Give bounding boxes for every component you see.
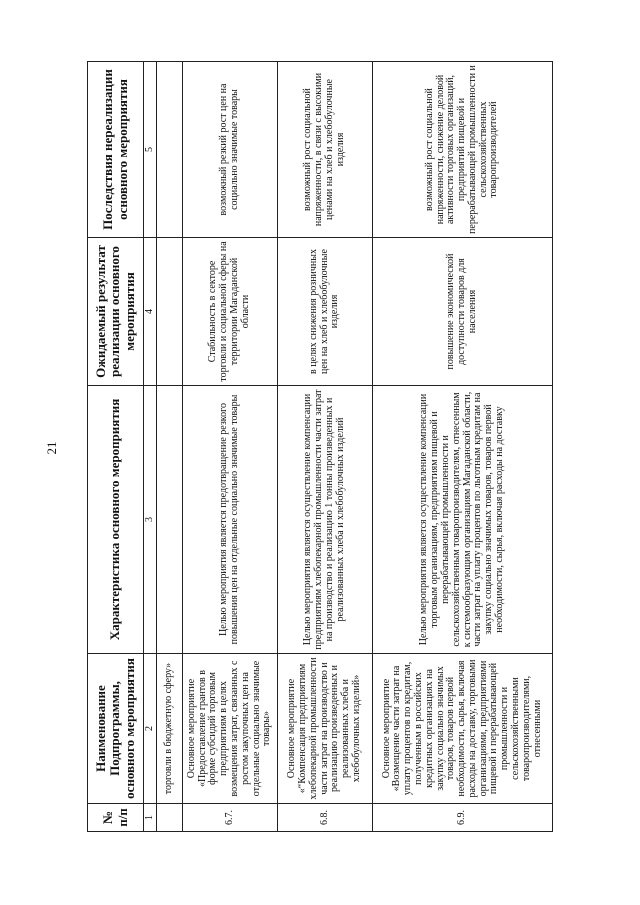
- header-result: Ожидаемый результат реализации основного мероприятия: [88, 238, 144, 386]
- table-row: [278, 62, 373, 832]
- table-row: [157, 62, 183, 832]
- header-characteristic: Характеристика основного мероприятия: [88, 386, 144, 654]
- row-consequence: возможный рост социальной напряженности, снижение деловой активности торговых организаций, предприятий пищевой и перерабатывающей промышленности и сельскохозяйственных товаропроизводителей: [373, 62, 553, 238]
- table-row: [373, 62, 553, 832]
- row-characteristic: Целью мероприятия является осуществление компенсации предприятиям хлебопекарной промышленности части затрат на производство и реализацию 1 тонны произведенных и реализованных хлеба и хлебобулочных изделий: [278, 386, 373, 654]
- row-characteristic: [157, 386, 183, 654]
- row-name: Основное мероприятие «Возмещение части затрат на уплату процентов по кредитам, полученным в российских кредитных организациях на закупку социально значимых товаров, товаров первой необходимости, сырья, включая расходы на доставку, торговыми организациями, предприятиями пищевой и перерабатывающей промышленности и сельскохозяйственными товаропроизводителями, отнесенными: [373, 654, 553, 804]
- row-name: торговли в бюджетную сферу»: [157, 654, 183, 804]
- header-num: № п/п: [88, 804, 144, 832]
- rotated-table-container: [87, 62, 553, 832]
- row-name: Основное мероприятие «“Компенсация предприятиям хлебопекарной промышленности части затрат на производство и реализацию произведенных и реализованных хлеба и хлебобулочных изделий»: [278, 654, 373, 804]
- column-number: 5: [144, 62, 157, 238]
- row-result: повышение экономической доступности товаров для населения: [373, 238, 553, 386]
- column-number: 4: [144, 238, 157, 386]
- column-number: 1: [144, 804, 157, 832]
- table-row: [183, 62, 278, 832]
- row-consequence: [157, 62, 183, 238]
- row-consequence: возможный рост социальной напряженности, в связи с высокими ценами на хлеб и хлебобулочные изделия: [278, 62, 373, 238]
- measures-table: [87, 61, 553, 832]
- row-num: 6.8.: [278, 804, 373, 832]
- row-name: Основное мероприятие «Предоставление грантов в форме субсидий торговым предприятиям в целях возмещения затрат, связанных с ростом закупочных цен на отдельные социально значимые товары»: [183, 654, 278, 804]
- row-consequence: возможный резкий рост цен на социально значимые товары: [183, 62, 278, 238]
- row-num: 6.7.: [183, 804, 278, 832]
- header-name: Наименование Подпрограммы, основного мероприятия: [88, 654, 144, 804]
- row-result: [157, 238, 183, 386]
- column-number: 3: [144, 386, 157, 654]
- header-row: [88, 62, 144, 832]
- header-consequence: Последствия нереализации основного мероприятия: [88, 62, 144, 238]
- column-number: 2: [144, 654, 157, 804]
- page-number: 21: [44, 441, 59, 455]
- row-num: [157, 804, 183, 832]
- row-characteristic: Целью мероприятия является предотвращение резкого повышения цен на отдельные социально значимые товары: [183, 386, 278, 654]
- row-result: Стабильность в секторе торговли и социальной сферы на территории Магаданской области: [183, 238, 278, 386]
- row-characteristic: Целью мероприятия является осуществление компенсации торговым организациям, предприятиям пищевой и перерабатывающей промышленности и сельскохозяйственным товаропроизводителям, отнесенным к системообразующим организациям Магаданской области, части затрат на уплату процентов по льготным кредитам на закупку социально значимых товаров, товаров первой необходимости, сырья, включая расходы на доставку: [373, 386, 553, 654]
- row-num: 6.9.: [373, 804, 553, 832]
- row-result: в целях снижения розничных цен на хлеб и хлебобулочные изделия: [278, 238, 373, 386]
- column-number-row: [144, 62, 157, 832]
